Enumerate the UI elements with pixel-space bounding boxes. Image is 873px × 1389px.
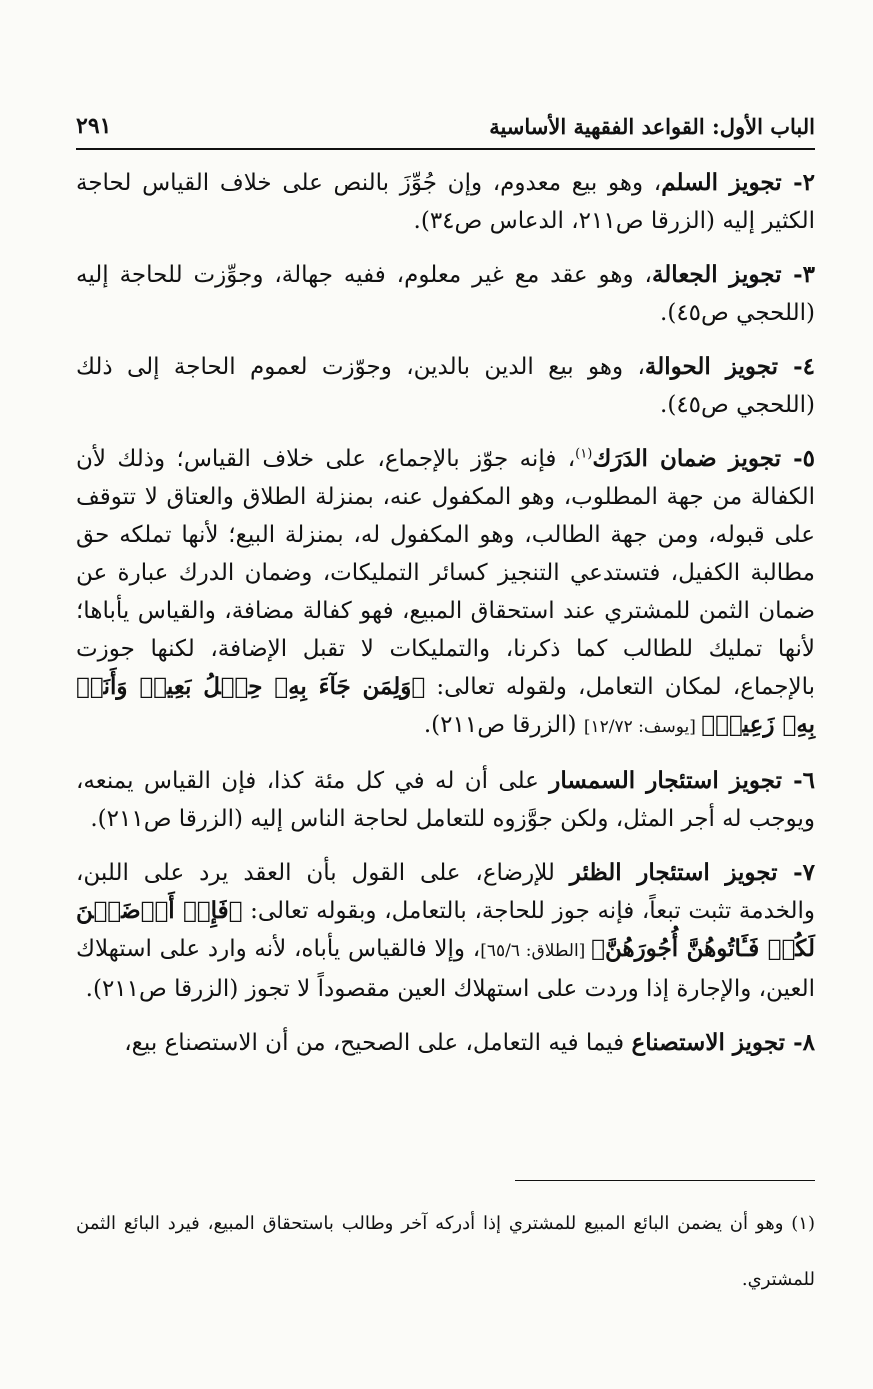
quran-verse: ﴿فَإِنۡ أَرۡضَعۡنَ لَكُمۡ فَـَٔاتُوهُنَّ أُجُورَهُنَّ﴾ [76,897,815,962]
item-text: ، فإنه جوّز بالإجماع، على خلاف القياس؛ وذلك لأن الكفالة من جهة المطلوب، وهو المكفول عنه، بمنزلة الطلاق والعتاق لا تتوقف على قبوله، ومن جهة الطالب، وهو المكفول له، بمنزلة البيع؛ لأنها تملكه حق مطالبة الكفيل، فتستدعي التنجيز كسائر التمليكات، وضمان الدرك عبارة عن ضمان الثمن للمشتري عند استحقاق المبيع، فهو كفالة مضافة، والقياس يأباها؛ لأنها تمليك للطالب كما ذكرنا، والتمليكات لا تقبل الإضافة، لكنها جوزت بالإجماع، لمكان التعامل، ولقوله تعالى: [76,446,815,700]
item-number: ٣- [781,261,815,288]
page-number: ٢٩١ [76,113,112,139]
paragraph-7 [76,854,815,1008]
footnote-text: وهو أن يضمن البائع المبيع للمشتري إذا أدركه آخر وطالب باستحقاق المبيع، فيرد البائع الثمن للمشتري. [76,1213,815,1290]
footnote-reference[interactable]: (١) [575,446,593,462]
main-text [76,164,815,1078]
verse-reference: [يوسف: ١٢/٧٢] [583,717,702,737]
running-header [76,104,815,150]
item-number: ٥- [781,445,816,472]
item-term: تجويز ضمان الدَرَك [592,445,781,472]
item-number: ٦- [782,767,815,794]
item-text: ، وهو عقد مع غير معلوم، ففيه جهالة، وجوِّزت للحاجة إليه (اللحجي ص٤٥). [76,262,815,326]
item-number: ٤- [778,353,815,380]
item-text: على أن له في كل مئة كذا، فإن القياس يمنعه، ويوجب له أجر المثل، ولكن جوَّزوه للتعامل لحاجة الناس إليه (الزرقا ص٢١١). [76,768,815,832]
footnote [76,1196,815,1308]
paragraph-3 [76,256,815,332]
verse-reference: [الطلاق: ٦٥/٦] [480,941,592,961]
item-term: تجويز الاستصناع [631,1029,786,1056]
item-number: ٧- [777,859,816,886]
paragraph-4 [76,348,815,424]
item-text: ، وهو بيع معدوم، وإن جُوِّزَ بالنص على خلاف القياس لحاجة الكثير إليه (الزرقا ص٢١١، الدعاس ص٣٤). [76,170,815,234]
item-term: تجويز السلم [661,169,782,196]
item-term: تجويز استئجار السمسار [549,767,783,794]
chapter-title: الباب الأول: القواعد الفقهية الأساسية [489,113,815,139]
item-term: تجويز الجعالة [651,261,782,288]
paragraph-5 [76,440,815,746]
item-text: فيما فيه التعامل، على الصحيح، من أن الاستصناع بيع، [124,1030,632,1056]
item-term: تجويز استئجار الظئر [569,859,778,886]
item-term: تجويز الحوالة [644,353,779,380]
paragraph-2 [76,164,815,240]
footnote-divider [515,1180,815,1181]
item-number: ٨- [785,1029,815,1056]
item-text: ، وهو بيع الدين بالدين، وجوّزت لعموم الحاجة إلى ذلك (اللحجي ص٤٥). [76,354,815,418]
footnote-number: (١) [783,1213,815,1234]
item-citation: (الزرقا ص٢١١). [423,712,584,738]
item-text: للإرضاع، على القول بأن العقد يرد على اللبن، والخدمة تثبت تبعاً، فإنه جوز للحاجة، بالتعامل، وبقوله تعالى: [76,860,815,924]
item-number: ٢- [781,169,815,196]
quran-verse: ﴿وَلِمَن جَآءَ بِهِۦ حِمۡلُ بَعِيرٖ وَأَنَا۠ بِهِۦ زَعِيمٞ﴾ [76,673,815,738]
item-continuation: ، وإلا فالقياس يأباه، لأنه وارد على استهلاك العين، والإجارة إذا وردت على استهلاك العين مقصوداً لا تجوز (الزرقا ص٢١١). [76,936,815,1002]
paragraph-6 [76,762,815,838]
paragraph-8 [76,1024,815,1062]
